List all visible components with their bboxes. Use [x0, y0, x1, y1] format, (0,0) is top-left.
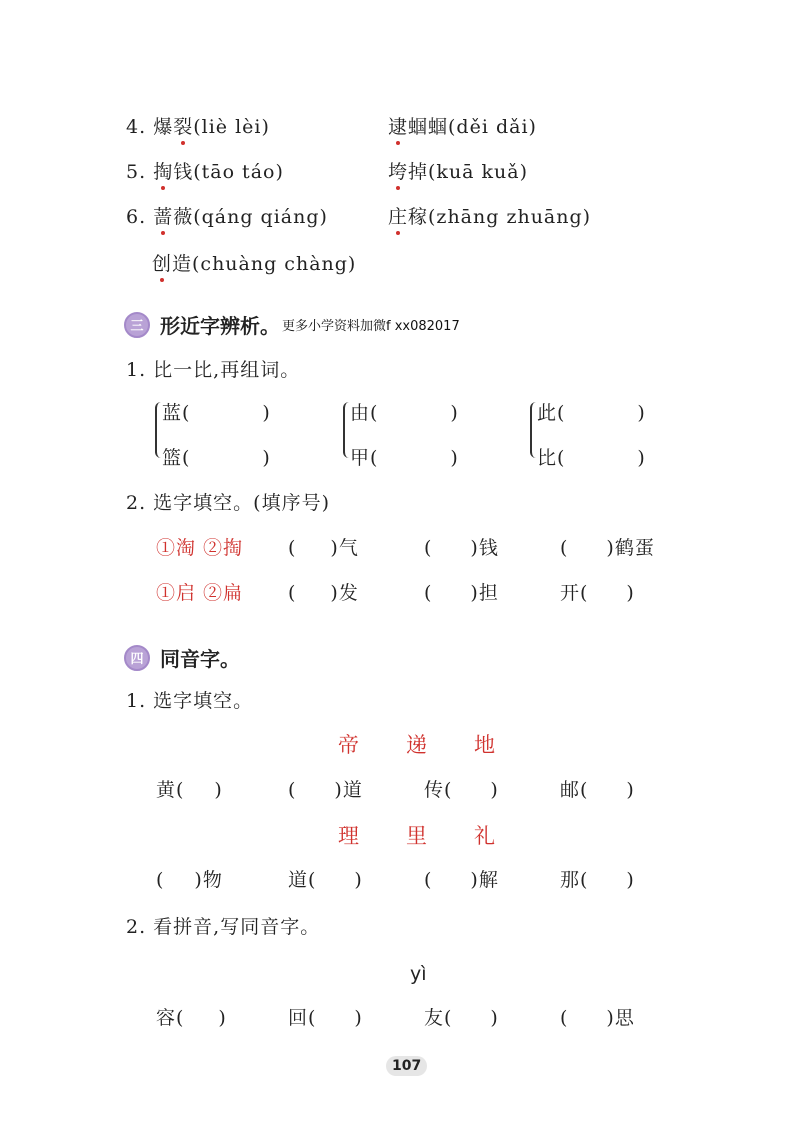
section-4-badge: 四	[124, 645, 150, 671]
row1-blank-3: ( )鹤蛋	[560, 537, 655, 559]
s4-row1-blank-2: ( )道	[288, 779, 363, 801]
q4-1-prompt: 1. 选字填空。	[126, 690, 254, 712]
section-3-header	[124, 310, 460, 339]
pair-3-bottom: 比( )	[537, 447, 646, 469]
row2-options: ①启 ②扁	[156, 582, 244, 604]
pair-1-bottom: 篮( )	[162, 447, 271, 469]
s4-row3-blank-4: ( )思	[560, 1007, 635, 1029]
s4-row3-blank-1: 容( )	[156, 1007, 227, 1029]
page-number: 107	[386, 1056, 427, 1076]
section-4-title: 同音字。	[160, 647, 240, 671]
s4-row3-blank-3: 友( )	[424, 1007, 499, 1029]
q4-2-prompt: 2. 看拼音,写同音字。	[126, 916, 321, 938]
pinyin-label: yì	[410, 963, 427, 985]
q3-2-prompt: 2. 选字填空。(填序号)	[126, 492, 330, 514]
s4-row2-blank-1: ( )物	[156, 869, 223, 891]
item-6: 6. 蔷 薇(qáng qiáng)	[126, 208, 328, 227]
item-6b: 庄 稼(zhāng zhuāng)	[388, 208, 591, 227]
char-option-4: 理	[338, 824, 360, 848]
s4-row2-blank-2: 道( )	[288, 869, 363, 891]
section-4-header	[124, 643, 240, 672]
char-option-3: 地	[474, 733, 496, 757]
row1-blank-1: ( )气	[288, 537, 359, 559]
s4-row1-blank-3: 传( )	[424, 779, 499, 801]
char-option-2: 递	[406, 733, 428, 757]
pair-2-top: 由( )	[350, 402, 459, 424]
item-4b: 逮 蝈蝈(děi dǎi)	[388, 118, 537, 137]
row1-blank-2: ( )钱	[424, 537, 499, 559]
s4-row1-blank-1: 黄( )	[156, 779, 223, 801]
row2-blank-2: ( )担	[424, 582, 499, 604]
s4-row2-blank-3: ( )解	[424, 869, 499, 891]
s4-row3-blank-2: 回( )	[288, 1007, 363, 1029]
pair-3-top: 此( )	[537, 402, 646, 424]
s4-row1-blank-4: 邮( )	[560, 779, 635, 801]
item-5b: 垮 掉(kuā kuǎ)	[388, 163, 528, 182]
char-option-1: 帝	[338, 733, 360, 757]
item-5: 5. 掏 钱(tāo táo)	[126, 163, 284, 182]
row1-options: ①淘 ②掏	[156, 537, 244, 559]
q3-1-prompt: 1. 比一比,再组词。	[126, 359, 301, 381]
item-6c: 创 造(chuàng chàng)	[152, 255, 356, 274]
s4-row2-blank-4: 那( )	[560, 869, 635, 891]
row2-blank-1: ( )发	[288, 582, 359, 604]
item-4: 4. 爆裂 (liè lèi)	[126, 118, 270, 137]
section-3-badge: 三	[124, 312, 150, 338]
char-option-5: 里	[406, 824, 428, 848]
section-3-title: 形近字辨析。	[160, 314, 280, 338]
row2-blank-3: 开( )	[560, 582, 635, 604]
pair-2-bottom: 甲( )	[350, 447, 459, 469]
watermark-text: 更多小学资料加微f xx082017	[282, 319, 460, 334]
char-option-6: 礼	[474, 824, 496, 848]
pair-1-top: 蓝( )	[162, 402, 271, 424]
